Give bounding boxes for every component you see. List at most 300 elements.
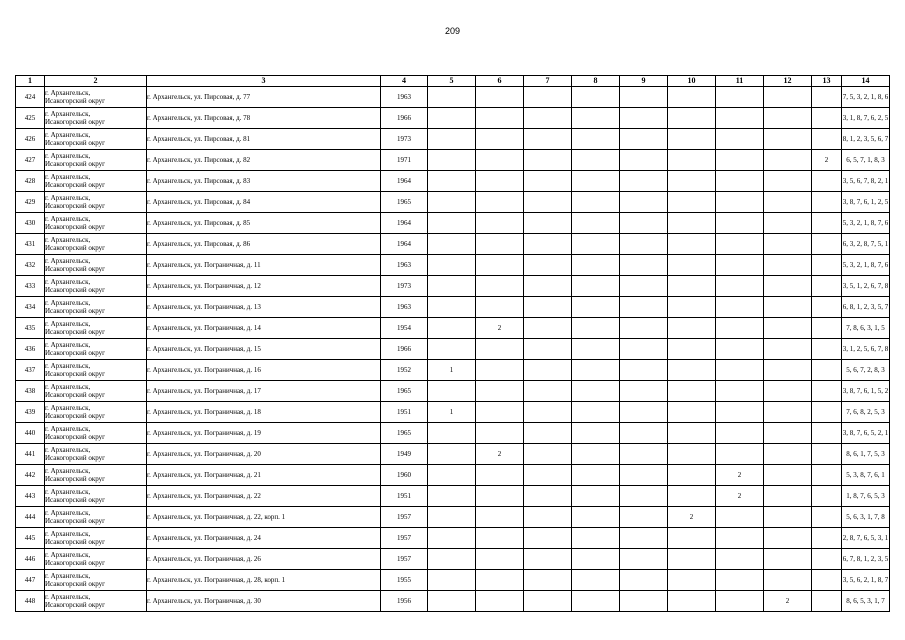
value-cell-col-8 (572, 213, 620, 234)
location-cell (45, 549, 147, 570)
location-line: Исакогорский округ (45, 559, 106, 567)
value-cell-col-13 (812, 192, 842, 213)
value-cell-col-10 (668, 87, 716, 108)
value-cell-col-5 (428, 255, 476, 276)
address-cell: г. Архангельск, ул. Пограничная, д. 15 (147, 339, 381, 360)
value-cell-col-6 (476, 108, 524, 129)
value-cell-col-5 (428, 507, 476, 528)
value-cell-col-13 (812, 528, 842, 549)
value-cell-col-7 (524, 339, 572, 360)
address-cell: г. Архангельск, ул. Пограничная, д. 17 (147, 381, 381, 402)
value-cell-col-13 (812, 171, 842, 192)
value-cell-col-9 (620, 444, 668, 465)
table-row (16, 171, 890, 192)
value-cell-col-11 (716, 570, 764, 591)
column-header-6: 6 (476, 76, 524, 87)
value-cell-col-6 (476, 213, 524, 234)
location-cell (45, 213, 147, 234)
value-cell-col-12 (764, 297, 812, 318)
location-cell (45, 465, 147, 486)
value-cell-col-7 (524, 150, 572, 171)
location-line: Исакогорский округ (45, 454, 106, 462)
row-number-cell: 442 (16, 465, 45, 486)
value-cell-col-13 (812, 507, 842, 528)
year-cell: 1966 (381, 108, 428, 129)
column-header-3: 3 (147, 76, 381, 87)
value-cell-col-13 (812, 108, 842, 129)
value-cell-col-6 (476, 192, 524, 213)
column-header-13: 13 (812, 76, 842, 87)
value-cell-col-10 (668, 465, 716, 486)
location-line: г. Архангельск, (45, 509, 91, 517)
value-cell-col-13 (812, 570, 842, 591)
year-cell: 1964 (381, 234, 428, 255)
year-cell: 1955 (381, 570, 428, 591)
value-cell-col-8 (572, 171, 620, 192)
location-line: Исакогорский округ (45, 160, 106, 168)
location-line: Исакогорский округ (45, 475, 106, 483)
column-header-7: 7 (524, 76, 572, 87)
value-cell-col-7 (524, 507, 572, 528)
sequence-cell: 7, 6, 8, 2, 5, 3 (842, 402, 890, 423)
value-cell-col-11 (716, 381, 764, 402)
address-cell: г. Архангельск, ул. Пограничная, д. 24 (147, 528, 381, 549)
location-line: Исакогорский округ (45, 118, 106, 126)
year-cell: 1964 (381, 213, 428, 234)
value-cell-col-10 (668, 297, 716, 318)
table-row (16, 192, 890, 213)
value-cell-col-6 (476, 528, 524, 549)
value-cell-col-13 (812, 444, 842, 465)
location-line: г. Архангельск, (45, 593, 91, 601)
value-cell-col-9 (620, 129, 668, 150)
value-cell-col-13 (812, 318, 842, 339)
location-cell (45, 402, 147, 423)
sequence-cell: 3, 5, 6, 2, 1, 8, 7 (842, 570, 890, 591)
row-number-cell: 446 (16, 549, 45, 570)
value-cell-col-11: 2 (716, 486, 764, 507)
value-cell-col-8 (572, 360, 620, 381)
value-cell-col-8 (572, 507, 620, 528)
value-cell-col-8 (572, 444, 620, 465)
value-cell-col-11 (716, 549, 764, 570)
value-cell-col-7 (524, 465, 572, 486)
table-row (16, 318, 890, 339)
value-cell-col-12 (764, 444, 812, 465)
row-number-cell: 445 (16, 528, 45, 549)
value-cell-col-11 (716, 255, 764, 276)
value-cell-col-7 (524, 423, 572, 444)
value-cell-col-7 (524, 192, 572, 213)
value-cell-col-11 (716, 360, 764, 381)
column-header-1: 1 (16, 76, 45, 87)
value-cell-col-8 (572, 255, 620, 276)
row-number-cell: 424 (16, 87, 45, 108)
location-line: Исакогорский округ (45, 517, 106, 525)
value-cell-col-10 (668, 171, 716, 192)
location-cell (45, 423, 147, 444)
value-cell-col-10 (668, 276, 716, 297)
row-number-cell: 443 (16, 486, 45, 507)
value-cell-col-12 (764, 402, 812, 423)
address-cell: г. Архангельск, ул. Пограничная, д. 19 (147, 423, 381, 444)
value-cell-col-10 (668, 381, 716, 402)
year-cell: 1963 (381, 87, 428, 108)
value-cell-col-8 (572, 318, 620, 339)
value-cell-col-6 (476, 171, 524, 192)
value-cell-col-10 (668, 360, 716, 381)
location-line: г. Архангельск, (45, 530, 91, 538)
location-line: Исакогорский округ (45, 580, 106, 588)
value-cell-col-13 (812, 486, 842, 507)
table-row (16, 423, 890, 444)
sequence-cell: 3, 1, 2, 5, 6, 7, 8 (842, 339, 890, 360)
table-row (16, 444, 890, 465)
location-cell (45, 150, 147, 171)
row-number-cell: 435 (16, 318, 45, 339)
row-number-cell: 426 (16, 129, 45, 150)
value-cell-col-12: 2 (764, 591, 812, 612)
value-cell-col-8 (572, 549, 620, 570)
location-line: Исакогорский округ (45, 265, 106, 273)
year-cell: 1965 (381, 423, 428, 444)
value-cell-col-10 (668, 402, 716, 423)
column-header-2: 2 (45, 76, 147, 87)
value-cell-col-8 (572, 486, 620, 507)
address-cell: г. Архангельск, ул. Пограничная, д. 28, корп. 1 (147, 570, 381, 591)
value-cell-col-12 (764, 465, 812, 486)
value-cell-col-9 (620, 381, 668, 402)
value-cell-col-7 (524, 360, 572, 381)
location-line: г. Архангельск, (45, 299, 91, 307)
value-cell-col-9 (620, 87, 668, 108)
value-cell-col-9 (620, 255, 668, 276)
value-cell-col-9 (620, 276, 668, 297)
row-number-cell: 429 (16, 192, 45, 213)
value-cell-col-6 (476, 339, 524, 360)
value-cell-col-13: 2 (812, 150, 842, 171)
value-cell-col-12 (764, 318, 812, 339)
location-line: г. Архангельск, (45, 551, 91, 559)
value-cell-col-9 (620, 549, 668, 570)
value-cell-col-13 (812, 255, 842, 276)
value-cell-col-12 (764, 360, 812, 381)
sequence-cell: 7, 5, 3, 2, 1, 8, 6 (842, 87, 890, 108)
value-cell-col-8 (572, 108, 620, 129)
value-cell-col-12 (764, 570, 812, 591)
location-line: г. Архангельск, (45, 488, 91, 496)
value-cell-col-11 (716, 528, 764, 549)
value-cell-col-5 (428, 171, 476, 192)
table-row (16, 591, 890, 612)
value-cell-col-9 (620, 318, 668, 339)
row-number-cell: 432 (16, 255, 45, 276)
value-cell-col-12 (764, 423, 812, 444)
value-cell-col-12 (764, 150, 812, 171)
row-number-cell: 433 (16, 276, 45, 297)
sequence-cell: 3, 8, 7, 6, 5, 2, 1 (842, 423, 890, 444)
table-row (16, 570, 890, 591)
row-number-cell: 428 (16, 171, 45, 192)
sequence-cell: 3, 5, 1, 2, 6, 7, 8 (842, 276, 890, 297)
address-cell: г. Архангельск, ул. Пирсовая, д. 77 (147, 87, 381, 108)
location-cell (45, 87, 147, 108)
row-number-cell: 447 (16, 570, 45, 591)
row-number-cell: 439 (16, 402, 45, 423)
sequence-cell: 3, 5, 6, 7, 8, 2, 1 (842, 171, 890, 192)
value-cell-col-8 (572, 465, 620, 486)
value-cell-col-12 (764, 339, 812, 360)
value-cell-col-7 (524, 171, 572, 192)
value-cell-col-10 (668, 549, 716, 570)
value-cell-col-7 (524, 444, 572, 465)
value-cell-col-13 (812, 360, 842, 381)
address-cell: г. Архангельск, ул. Пограничная, д. 22 (147, 486, 381, 507)
location-line: Исакогорский округ (45, 391, 106, 399)
value-cell-col-9 (620, 297, 668, 318)
value-cell-col-7 (524, 129, 572, 150)
value-cell-col-7 (524, 591, 572, 612)
row-number-cell: 436 (16, 339, 45, 360)
location-cell (45, 192, 147, 213)
address-cell: г. Архангельск, ул. Пирсовая, д. 78 (147, 108, 381, 129)
value-cell-col-6 (476, 234, 524, 255)
sequence-cell: 5, 3, 2, 1, 8, 7, 6 (842, 213, 890, 234)
row-number-cell: 444 (16, 507, 45, 528)
address-cell: г. Архангельск, ул. Пирсовая, д. 85 (147, 213, 381, 234)
value-cell-col-10 (668, 108, 716, 129)
value-cell-col-10 (668, 192, 716, 213)
column-header-5: 5 (428, 76, 476, 87)
sequence-cell: 7, 8, 6, 3, 1, 5 (842, 318, 890, 339)
year-cell: 1952 (381, 360, 428, 381)
location-line: г. Архангельск, (45, 362, 91, 370)
page-number: 209 (444, 26, 461, 36)
row-number-cell: 434 (16, 297, 45, 318)
value-cell-col-13 (812, 297, 842, 318)
value-cell-col-9 (620, 465, 668, 486)
value-cell-col-7 (524, 318, 572, 339)
value-cell-col-5 (428, 444, 476, 465)
table-row (16, 255, 890, 276)
value-cell-col-10 (668, 486, 716, 507)
value-cell-col-12 (764, 129, 812, 150)
value-cell-col-11 (716, 339, 764, 360)
year-cell: 1966 (381, 339, 428, 360)
location-line: г. Архангельск, (45, 383, 91, 391)
value-cell-col-6 (476, 402, 524, 423)
value-cell-col-8 (572, 276, 620, 297)
value-cell-col-5 (428, 234, 476, 255)
value-cell-col-12 (764, 486, 812, 507)
location-line: г. Архангельск, (45, 194, 91, 202)
location-line: Исакогорский округ (45, 244, 106, 252)
value-cell-col-9 (620, 360, 668, 381)
value-cell-col-9 (620, 528, 668, 549)
value-cell-col-10 (668, 423, 716, 444)
sequence-cell: 8, 1, 2, 3, 5, 6, 7 (842, 129, 890, 150)
value-cell-col-6: 2 (476, 444, 524, 465)
location-cell (45, 507, 147, 528)
value-cell-col-5 (428, 570, 476, 591)
value-cell-col-7 (524, 381, 572, 402)
value-cell-col-5 (428, 150, 476, 171)
address-cell: г. Архангельск, ул. Пограничная, д. 30 (147, 591, 381, 612)
location-line: г. Архангельск, (45, 320, 91, 328)
value-cell-col-6 (476, 507, 524, 528)
location-cell (45, 444, 147, 465)
value-cell-col-6 (476, 591, 524, 612)
value-cell-col-13 (812, 276, 842, 297)
value-cell-col-5 (428, 549, 476, 570)
location-line: Исакогорский округ (45, 601, 106, 609)
sequence-cell: 3, 8, 7, 6, 1, 5, 2 (842, 381, 890, 402)
location-cell (45, 381, 147, 402)
value-cell-col-8 (572, 234, 620, 255)
value-cell-col-13 (812, 129, 842, 150)
location-line: Исакогорский округ (45, 433, 106, 441)
location-line: г. Архангельск, (45, 341, 91, 349)
location-line: Исакогорский округ (45, 538, 106, 546)
value-cell-col-5 (428, 192, 476, 213)
value-cell-col-6 (476, 255, 524, 276)
table-row (16, 108, 890, 129)
location-line: Исакогорский округ (45, 496, 106, 504)
value-cell-col-9 (620, 591, 668, 612)
location-line: г. Архангельск, (45, 152, 91, 160)
location-cell (45, 108, 147, 129)
value-cell-col-5 (428, 465, 476, 486)
value-cell-col-11 (716, 507, 764, 528)
year-cell: 1964 (381, 171, 428, 192)
value-cell-col-12 (764, 192, 812, 213)
value-cell-col-11 (716, 213, 764, 234)
value-cell-col-11 (716, 87, 764, 108)
table-row (16, 213, 890, 234)
address-cell: г. Архангельск, ул. Пограничная, д. 11 (147, 255, 381, 276)
value-cell-col-9 (620, 213, 668, 234)
column-header-14: 14 (842, 76, 890, 87)
location-line: Исакогорский округ (45, 307, 106, 315)
row-number-cell: 431 (16, 234, 45, 255)
table-row (16, 402, 890, 423)
year-cell: 1956 (381, 591, 428, 612)
header-row (16, 76, 890, 87)
value-cell-col-10 (668, 570, 716, 591)
location-line: г. Архангельск, (45, 236, 91, 244)
year-cell: 1965 (381, 381, 428, 402)
location-line: Исакогорский округ (45, 349, 106, 357)
row-number-cell: 441 (16, 444, 45, 465)
location-cell (45, 570, 147, 591)
value-cell-col-10 (668, 150, 716, 171)
location-line: г. Архангельск, (45, 110, 91, 118)
location-line: Исакогорский округ (45, 139, 106, 147)
location-line: Исакогорский округ (45, 202, 106, 210)
row-number-cell: 427 (16, 150, 45, 171)
value-cell-col-6 (476, 570, 524, 591)
table-row (16, 339, 890, 360)
sequence-cell: 5, 3, 2, 1, 8, 7, 6 (842, 255, 890, 276)
value-cell-col-6 (476, 465, 524, 486)
value-cell-col-11 (716, 192, 764, 213)
value-cell-col-5 (428, 108, 476, 129)
value-cell-col-10 (668, 528, 716, 549)
value-cell-col-11 (716, 318, 764, 339)
value-cell-col-6 (476, 381, 524, 402)
value-cell-col-5 (428, 528, 476, 549)
sequence-cell: 3, 8, 7, 6, 1, 2, 5 (842, 192, 890, 213)
value-cell-col-10 (668, 339, 716, 360)
year-cell: 1963 (381, 297, 428, 318)
location-cell (45, 234, 147, 255)
location-cell (45, 528, 147, 549)
value-cell-col-7 (524, 108, 572, 129)
column-header-12: 12 (764, 76, 812, 87)
value-cell-col-11 (716, 234, 764, 255)
location-line: г. Архангельск, (45, 257, 91, 265)
value-cell-col-10 (668, 318, 716, 339)
address-cell: г. Архангельск, ул. Пограничная, д. 18 (147, 402, 381, 423)
value-cell-col-5: 1 (428, 402, 476, 423)
value-cell-col-5 (428, 381, 476, 402)
location-cell (45, 591, 147, 612)
value-cell-col-5 (428, 213, 476, 234)
table-row (16, 297, 890, 318)
column-header-4: 4 (381, 76, 428, 87)
value-cell-col-13 (812, 591, 842, 612)
location-cell (45, 129, 147, 150)
year-cell: 1951 (381, 402, 428, 423)
value-cell-col-11 (716, 171, 764, 192)
location-line: г. Архангельск, (45, 446, 91, 454)
year-cell: 1960 (381, 465, 428, 486)
value-cell-col-9 (620, 570, 668, 591)
address-cell: г. Архангельск, ул. Пограничная, д. 12 (147, 276, 381, 297)
table-row (16, 150, 890, 171)
address-cell: г. Архангельск, ул. Пирсовая, д. 84 (147, 192, 381, 213)
location-line: Исакогорский округ (45, 370, 106, 378)
value-cell-col-13 (812, 465, 842, 486)
address-cell: г. Архангельск, ул. Пограничная, д. 26 (147, 549, 381, 570)
value-cell-col-9 (620, 192, 668, 213)
value-cell-col-7 (524, 276, 572, 297)
table-row (16, 486, 890, 507)
value-cell-col-8 (572, 192, 620, 213)
location-line: г. Архангельск, (45, 404, 91, 412)
year-cell: 1954 (381, 318, 428, 339)
value-cell-col-11 (716, 444, 764, 465)
value-cell-col-7 (524, 297, 572, 318)
value-cell-col-10 (668, 444, 716, 465)
value-cell-col-10 (668, 234, 716, 255)
column-header-9: 9 (620, 76, 668, 87)
value-cell-col-12 (764, 507, 812, 528)
address-cell: г. Архангельск, ул. Пирсовая, д. 83 (147, 171, 381, 192)
value-cell-col-12 (764, 171, 812, 192)
value-cell-col-5 (428, 129, 476, 150)
location-line: г. Архангельск, (45, 425, 91, 433)
value-cell-col-7 (524, 570, 572, 591)
value-cell-col-10 (668, 129, 716, 150)
value-cell-col-12 (764, 234, 812, 255)
row-number-cell: 437 (16, 360, 45, 381)
value-cell-col-13 (812, 234, 842, 255)
location-cell (45, 276, 147, 297)
value-cell-col-7 (524, 234, 572, 255)
value-cell-col-7 (524, 402, 572, 423)
table-row (16, 549, 890, 570)
